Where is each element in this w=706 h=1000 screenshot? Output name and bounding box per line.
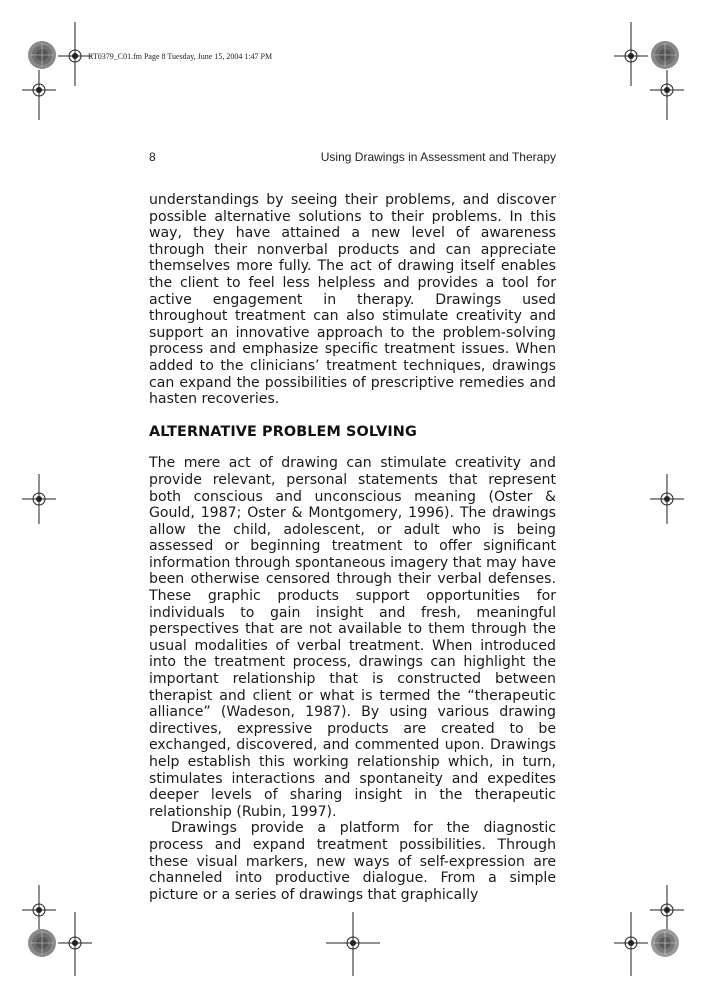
running-head (149, 150, 556, 166)
body-text (149, 192, 556, 903)
crosshair-mark-right-upper-icon (650, 70, 684, 120)
crosshair-mark-bottom-center-icon (326, 912, 380, 976)
registration-target-top-right-icon (648, 38, 682, 72)
crosshair-mark-bottom-right-icon (614, 912, 648, 976)
crosshair-mark-left-upper-icon (22, 70, 56, 120)
page-number: 8 (149, 150, 156, 164)
paragraph: The mere act of drawing can stimulate creativity and provide relevant, personal statements that represent both conscious and unconscious meaning (Oster & Gould, 1987; Oster & Montgomery, 1996). The drawings allow the child, adolescent, or adult who is being assessed or beginning treatment to offer significant information through spontaneous imagery that may have been otherwise censored through their verbal defenses. These graphic products support opportunities for individuals to gain insight and fresh, meaningful perspectives that are not available to them through the usual modalities of verbal treatment. When introduced into the treatment process, drawings can highlight the important relationship that is constructed between therapist and client or what is termed the “therapeutic alliance” (Wadeson, 1987). By using various drawing directives, expressive products are created to be exchanged, discovered, and commented upon. Drawings help establish this working relationship which, in turn, stimulates interactions and spontaneity and expedites deeper levels of sharing insight in the therapeutic relationship (Rubin, 1997). (149, 455, 556, 820)
registration-target-bottom-right-icon (648, 926, 682, 960)
crosshair-mark-top-left-icon (58, 22, 92, 86)
printer-slug: RT0379_C01.fm Page 8 Tuesday, June 15, 2004 1:47 PM (88, 52, 273, 61)
registration-target-top-left-icon (25, 38, 59, 72)
section-heading: ALTERNATIVE PROBLEM SOLVING (149, 423, 417, 440)
crosshair-mark-right-middle-icon (650, 474, 684, 524)
paragraph: Drawings provide a platform for the diagnostic process and expand treatment possibilities. Through these visual markers, new ways of self-expression are channeled into productive dialogue. From a simple picture or a series of drawings that graphically (149, 820, 556, 903)
crosshair-mark-left-middle-icon (22, 474, 56, 524)
registration-target-bottom-left-icon (25, 926, 59, 960)
crosshair-mark-top-right-icon (614, 22, 648, 86)
book-title: Using Drawings in Assessment and Therapy (320, 150, 556, 164)
paragraph: understandings by seeing their problems, and discover possible alternative solutions to their problems. In this way, they have attained a new level of awareness through their nonverbal products and can appreciate themselves more fully. The act of drawing itself enables the client to feel less helpless and provides a tool for active engagement in therapy. Drawings used throughout treatment can also stimulate creativity and support an innovative approach to the problem-solving process and emphasize specific treatment issues. When added to the clinicians’ treatment techniques, drawings can expand the possibilities of prescriptive remedies and hasten recoveries. (149, 192, 556, 408)
crosshair-mark-bottom-left-icon (58, 912, 92, 976)
